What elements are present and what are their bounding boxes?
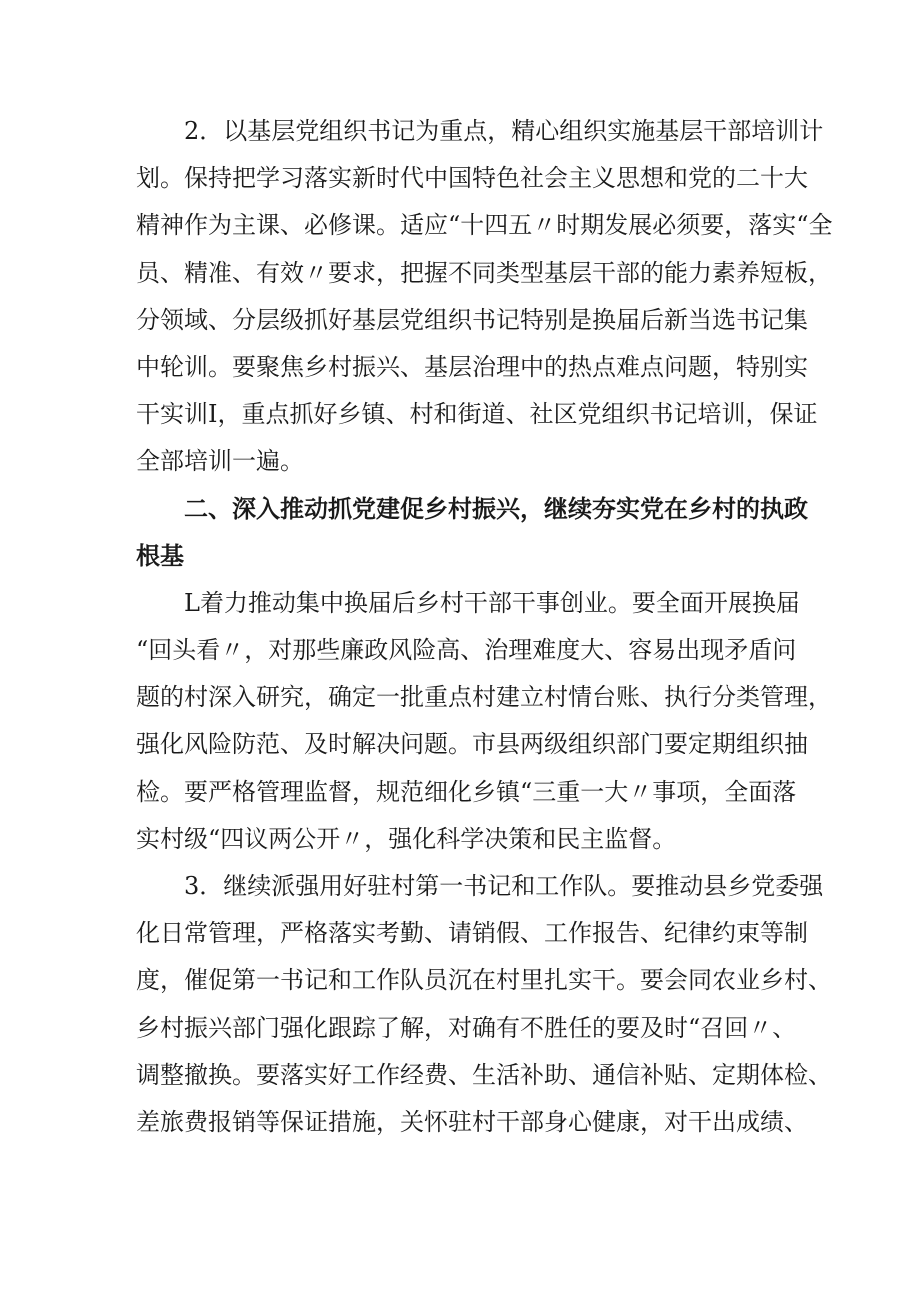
heading-line: 二、深入推动抓党建促乡村振兴，继续夯实党在乡村的执政 [184,494,808,523]
paragraph-line: 中轮训。要聚焦乡村振兴、基层治理中的热点难点问题，特别实 [136,352,808,381]
paragraph-line: 干实训I，重点抓好乡镇、村和街道、社区党组织书记培训，保证 [136,400,818,429]
paragraph-line: 调整撤换。要落实好工作经费、生活补助、通信补贴、定期体检、 [136,1060,832,1089]
paragraph-line: “回头看〃，对那些廉政风险高、治理难度大、容易出现矛盾问 [136,636,797,665]
paragraph-line: 划。保持把学习落实新时代中国特色社会主义思想和党的二十大 [136,164,808,193]
document-body [136,108,833,1146]
paragraph-line: 全部培训一遍。 [136,447,304,476]
paragraph-line: 题的村深入研究，确定一批重点村建立村情台账、执行分类管理， [136,683,832,712]
paragraph-line: 差旅费报销等保证措施，关怀驻村干部身心健康，对干出成绩、 [136,1107,808,1136]
paragraph-line: 检。要严格管理监督，规范细化乡镇“三重一大〃事项，全面落 [136,777,797,806]
paragraph-first-secretary [136,863,832,1146]
paragraph-line: 乡村振兴部门强化跟踪了解，对确有不胜任的要及时“召回〃、 [136,1013,797,1042]
paragraph-line: 分领域、分层级抓好基层党组织书记特别是换届后新当选书记集 [136,305,808,334]
heading-line: 根基 [136,541,184,570]
paragraph-line: 强化风险防范、及时解决问题。市县两级组织部门要定期组织抽 [136,730,808,759]
paragraph-line: L着力推动集中换届后乡村干部干事创业。要全面开展换届 [184,588,800,617]
paragraph-line: 度，催促第一书记和工作队员沉在村里扎实干。要会同农业乡村、 [136,966,832,995]
paragraph-line: 化日常管理，严格落实考勤、请销假、工作报告、纪律约束等制 [136,919,808,948]
paragraph-line: 精神作为主课、必修课。适应“十四五〃时期发展必须要，落实“全 [136,211,833,240]
paragraph-line: 员、精准、有效〃要求，把握不同类型基层干部的能力素养短板， [136,258,832,287]
paragraph-village-cadres [136,580,832,863]
paragraph-training-plan [136,108,833,486]
paragraph-line: 3．继续派强用好驻村第一书记和工作队。要推动县乡党委强 [184,872,824,900]
section-heading [136,486,808,580]
paragraph-line: 2．以基层党组织书记为重点，精心组织实施基层干部培训计 [184,117,824,145]
paragraph-line: 实村级“四议两公开〃，强化科学决策和民主监督。 [136,824,677,853]
